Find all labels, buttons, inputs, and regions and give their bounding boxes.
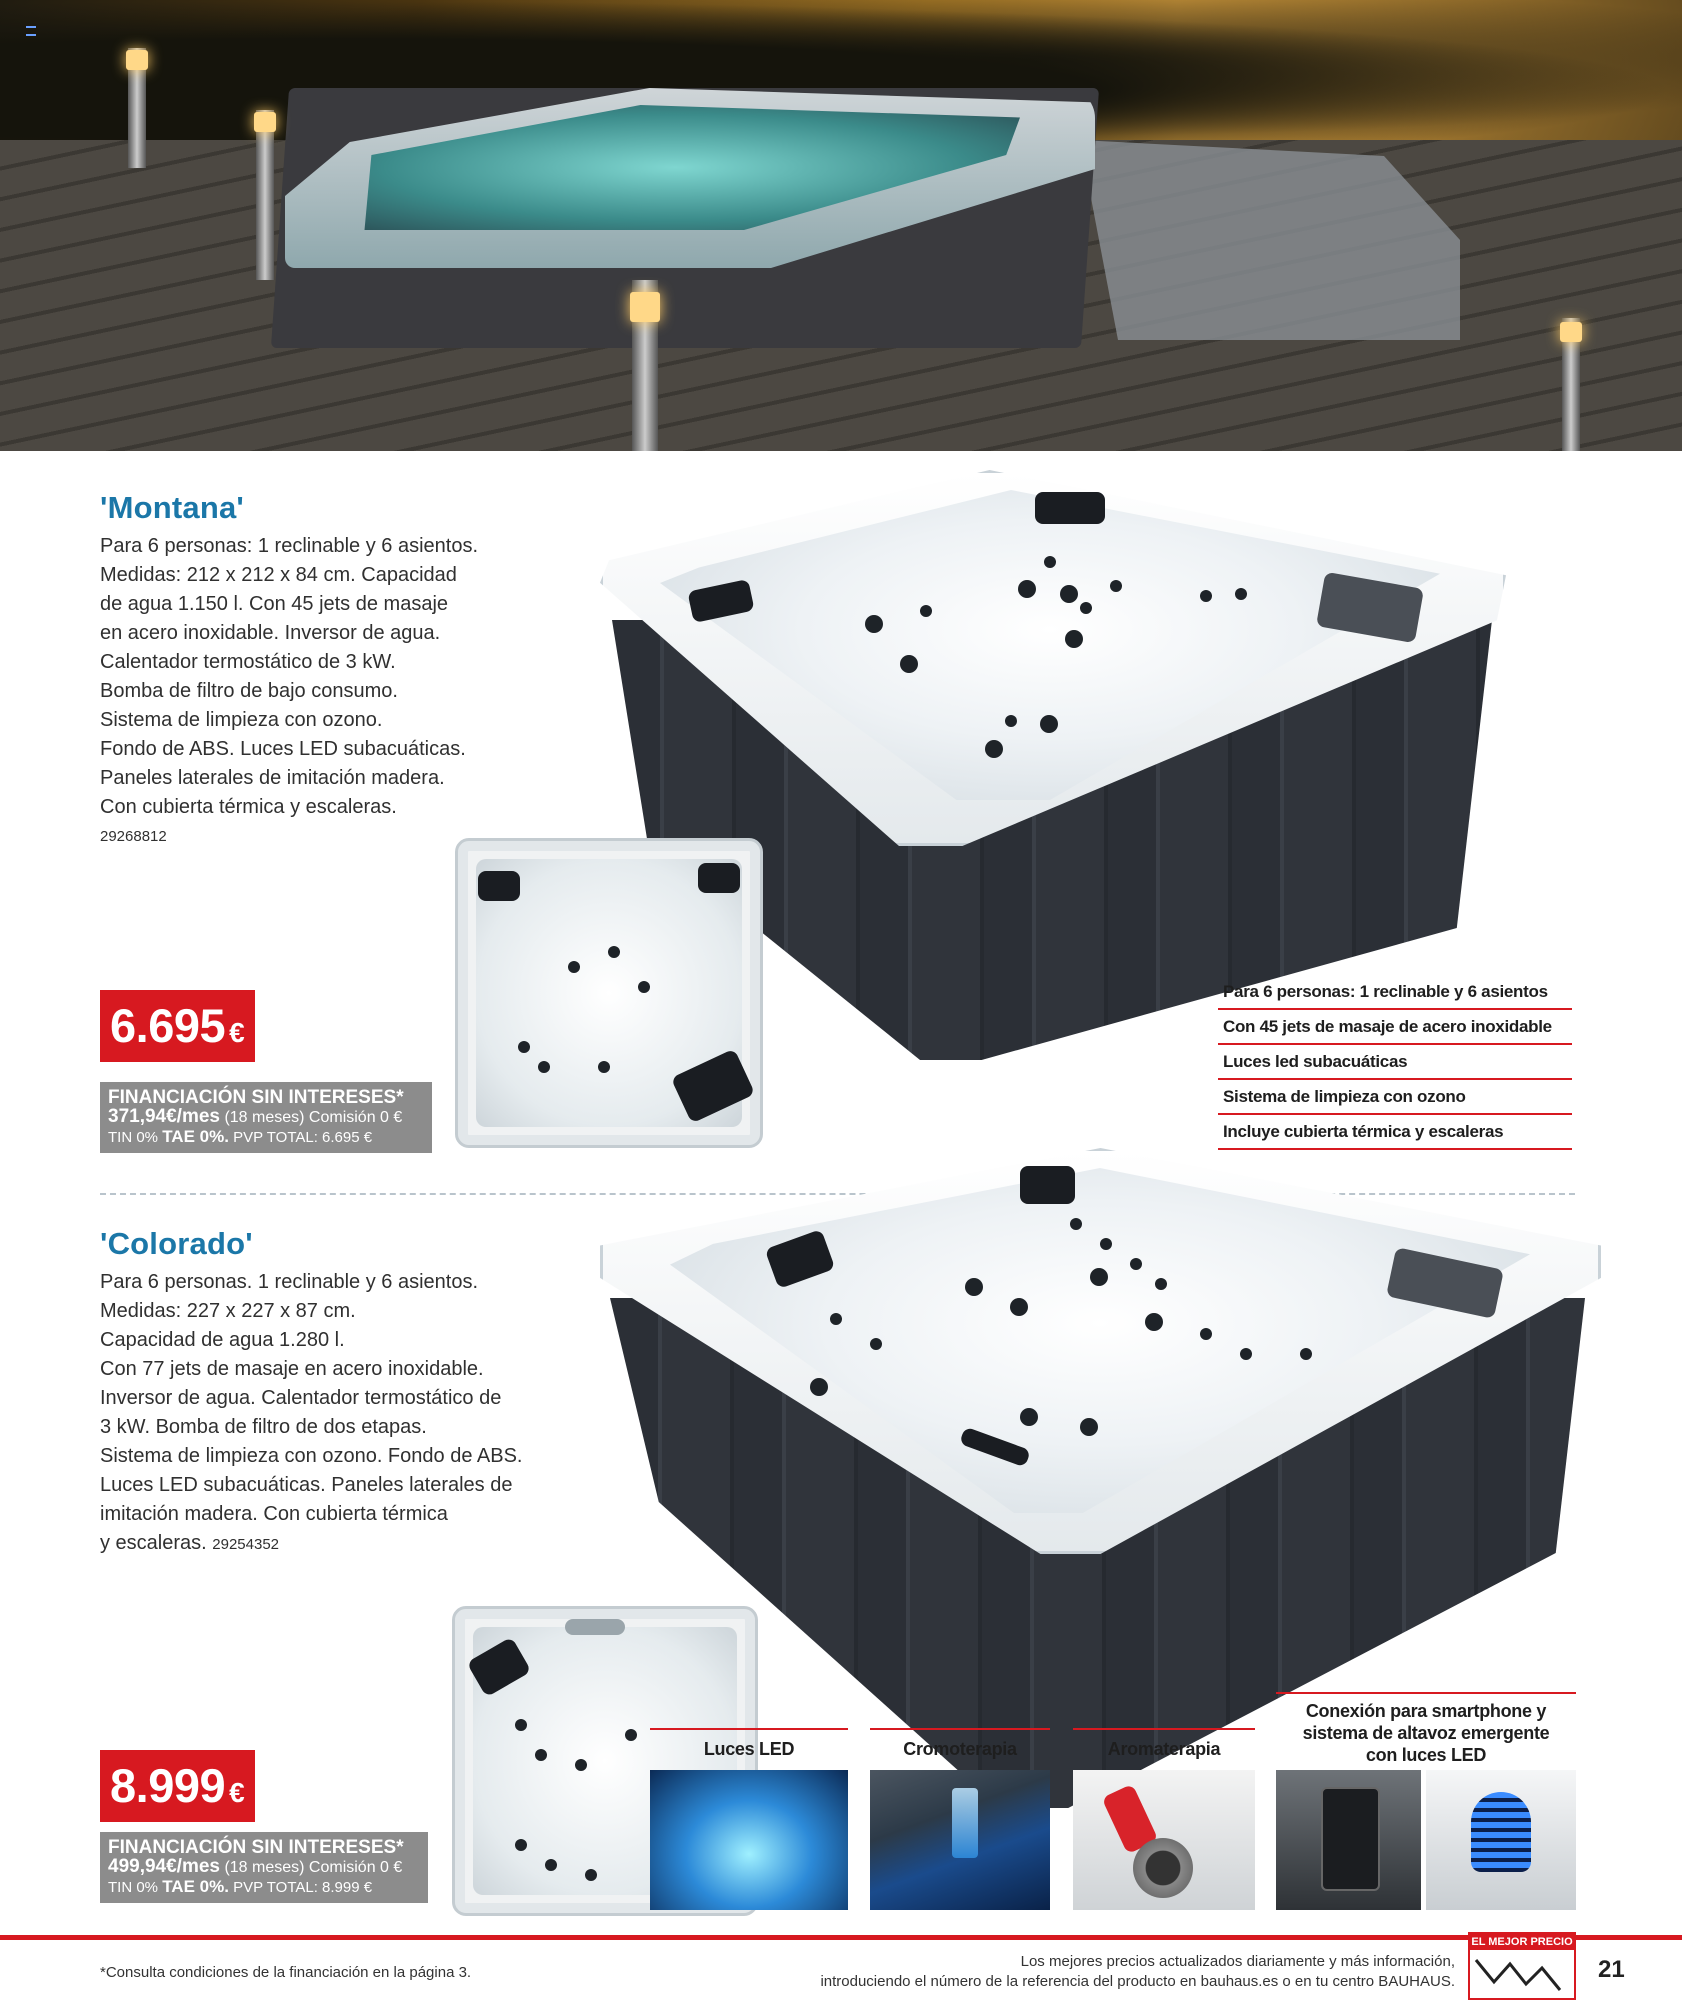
top-view-image-montana [455,838,763,1148]
financing-box-colorado: FINANCIACIÓN SIN INTERESES* 499,94€/mes (18 meses) Comisión 0 € TIN 0% TAE 0%. PVP TOTAL: 8.999 € [100,1832,428,1903]
feature-list-montana: Para 6 personas: 1 reclinable y 6 asientos Con 45 jets de masaje de acero inoxidable Luces led subacuáticas Sistema de limpieza con ozono Incluye cubierta térmica y escaleras [1218,975,1572,1150]
feature-tile-led: Luces LED [650,1728,848,1910]
feature-tile-chromotherapy: Cromoterapia [870,1728,1050,1910]
footer-rule [0,1935,1682,1940]
product-title-colorado: 'Colorado' [100,1226,253,1261]
hero-photo [0,0,1682,451]
product-title-montana: 'Montana' [100,490,244,525]
footer-financing-note: *Consulta condiciones de la financiación en la página 3. [100,1964,472,1981]
page-number: 21 [1598,1956,1625,1983]
financing-box-montana: FINANCIACIÓN SIN INTERESES* 371,94€/mes (18 meses) Comisión 0 € TIN 0% TAE 0%. PVP TOTAL: 6.695 € [100,1082,432,1153]
product-ref-montana: 29268812 [100,828,167,845]
product-ref-colorado: 29254352 [212,1536,280,1553]
price-chart-icon [1470,1950,1570,1994]
product-description-colorado: Para 6 personas. 1 reclinable y 6 asientos. Medidas: 227 x 227 x 87 cm. Capacidad de agua 1.280 l. Con 77 jets de masaje en acero inoxidable. Inversor de agua. Calentador termostático de 3 kW. Bomba de filtro de dos etapas. Sistema de limpieza con ozono. Fondo de ABS. Luces LED subacuáticas. Paneles laterales de imitación madera. Con cubierta térmica y escaleras. 29254352 [100,1271,523,1554]
feature-tile-smartphone: Conexión para smartphone y sistema de altavoz emergente con luces LED [1276,1692,1576,1910]
best-price-badge: EL MEJOR PRECIO [1468,1932,1576,2000]
footer-info: Los mejores precios actualizados diariamente y más información, introduciendo el número de la referencia del producto en bauhaus.es o en tu centro BAUHAUS. [820,1953,1455,1990]
menu-icon[interactable] [26,26,36,36]
product-description-montana: Para 6 personas: 1 reclinable y 6 asientos. Medidas: 212 x 212 x 84 cm. Capacidad de agua 1.150 l. Con 45 jets de masaje en acero inoxidable. Inversor de agua. Calentador termostático de 3 kW. Bomba de filtro de bajo consumo. Sistema de limpieza con ozono. Fondo de ABS. Luces LED subacuáticas. Paneles laterales de imitación madera. Con cubierta térmica y escaleras. [100,535,478,818]
feature-tile-aromatherapy: Aromaterapia [1073,1728,1255,1910]
price-tag-colorado: 8.999 € [100,1750,255,1822]
price-tag-montana: 6.695 € [100,990,255,1062]
